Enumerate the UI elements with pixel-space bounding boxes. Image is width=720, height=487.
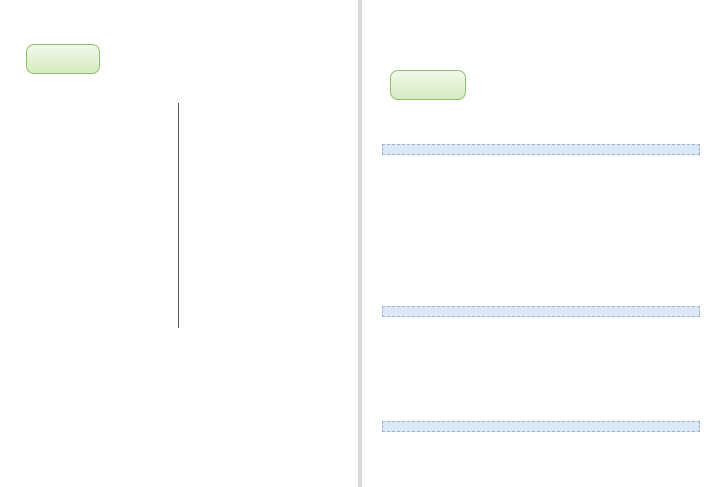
section-label-must-remember (390, 70, 466, 100)
code-syntax-slice (382, 421, 700, 432)
code-syntax-decode (382, 306, 700, 317)
left-page (0, 0, 358, 487)
code-syntax-encode (382, 144, 700, 155)
section-label-vocabulary (26, 44, 100, 74)
right-page (362, 0, 720, 487)
column-divider (178, 103, 179, 328)
